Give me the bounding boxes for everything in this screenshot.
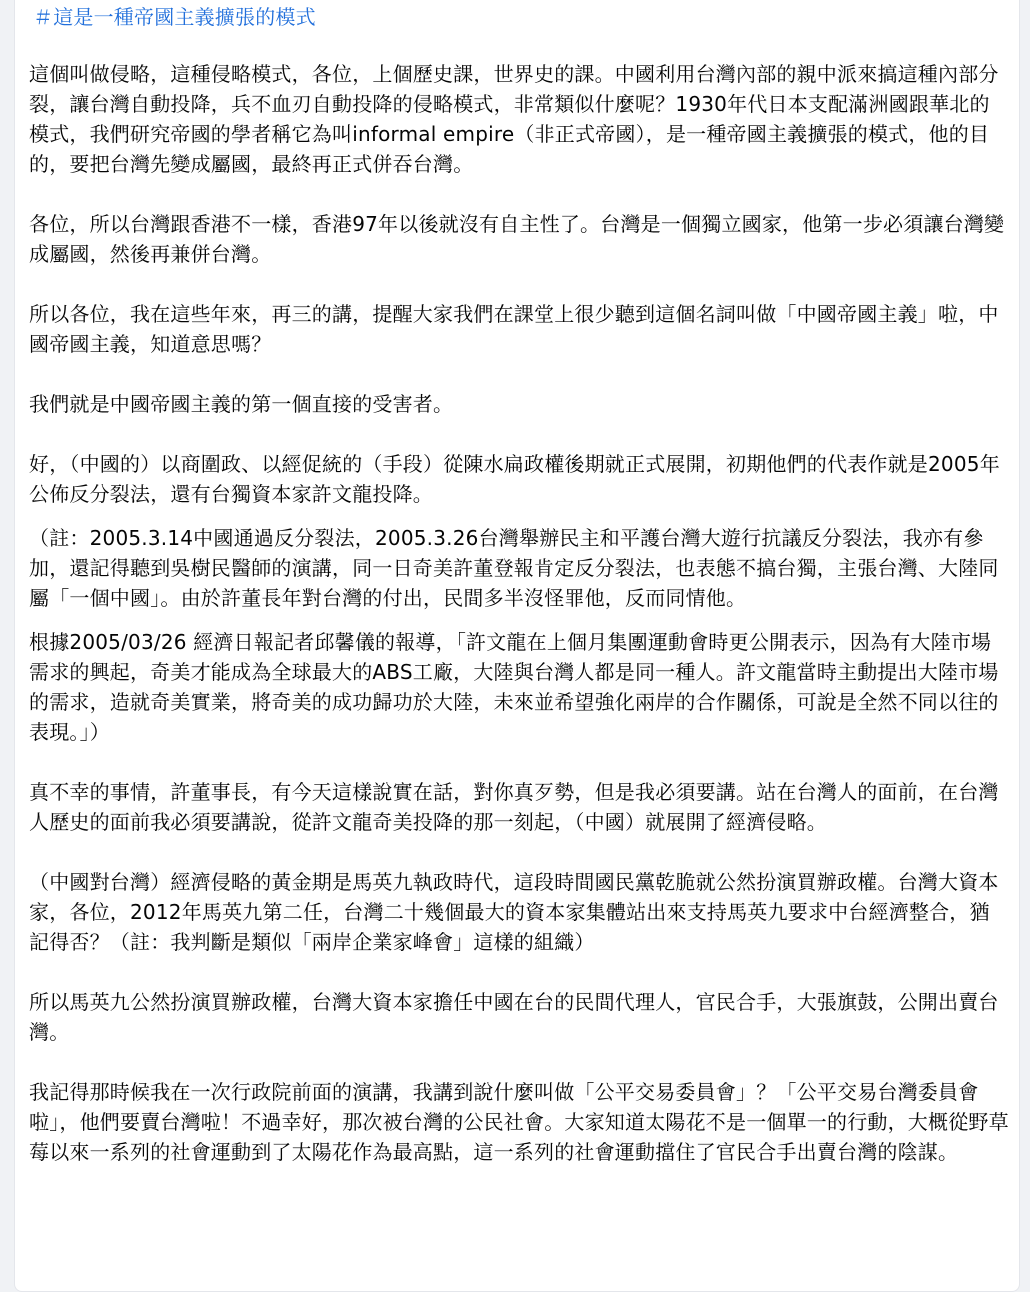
post-paragraph-8: 真不幸的事情，許董事長，有今天這樣說實在話，對你真歹勢，但是我必須要講。站在台灣人的面前，在台灣人歷史的面前我必須要講說，從許文龍奇美投降的那一刻起，（中國）就展開了經濟侵略。 xyxy=(29,780,999,834)
post-paragraph-3: 所以各位，我在這些年來，再三的講，提醒大家我們在課堂上很少聽到這個名詞叫做「中國帝國主義」啦，中國帝國主義，知道意思嗎？ xyxy=(29,302,999,356)
post-paragraph-1: 這個叫做侵略，這種侵略模式，各位，上個歷史課，世界史的課。中國利用台灣內部的親中派來搞這種內部分裂，讓台灣自動投降，兵不血刃自動投降的侵略模式，非常類似什麼呢？1930年代日本支配滿洲國跟華北的模式，我們研究帝國的學者稱它為叫informal empire（非正式帝國），是一種帝國主義擴張的模式，他的目的，要把台灣先變成屬國，最終再正式併吞台灣。 xyxy=(29,62,999,176)
post-paragraph-5: 好，（中國的）以商圍政、以經促統的（手段）從陳水扁政權後期就正式展開，初期他們的代表作就是2005年公佈反分裂法，還有台獨資本家許文龍投降。 xyxy=(29,452,1000,506)
post-body xyxy=(29,1,1009,1167)
post-paragraph-10: 所以馬英九公然扮演買辦政權，台灣大資本家擔任中國在台的民間代理人，官民合手，大張旗鼓，公開出賣台灣。 xyxy=(29,990,999,1044)
post-paragraph-4: 我們就是中國帝國主義的第一個直接的受害者。 xyxy=(29,392,454,416)
post-paragraph-11: 我記得那時候我在一次行政院前面的演講，我講到說什麼叫做「公平交易委員會」？「公平交易台灣委員會啦」，他們要賣台灣啦！不過幸好，那次被台灣的公民社會。大家知道太陽花不是一個單一的行動，大概從野草莓以來一系列的社會運動到了太陽花作為最高點，這一系列的社會運動擋住了官民合手出賣台灣的陰謀。 xyxy=(29,1080,1009,1164)
post-paragraph-2: 各位，所以台灣跟香港不一樣，香港97年以後就沒有自主性了。台灣是一個獨立國家，他第一步必須讓台灣變成屬國，然後再兼併台灣。 xyxy=(29,212,1005,266)
post-paragraph-6: （註：2005.3.14中國通過反分裂法，2005.3.26台灣舉辦民主和平護台灣大遊行抗議反分裂法，我亦有參加，還記得聽到吳樹民醫師的演講，同一日奇美許董登報肯定反分裂法，也表態不搞台獨，主張台灣、大陸同屬「一個中國」。由於許董長年對台灣的付出，民間多半沒怪罪他，反而同情他。 xyxy=(29,526,999,610)
post-paragraph-9: （中國對台灣）經濟侵略的黃金期是馬英九執政時代，這段時間國民黨乾脆就公然扮演買辦政權。台灣大資本家，各位，2012年馬英九第二任，台灣二十幾個最大的資本家集體站出來支持馬英九要求中台經濟整合，猶記得否？（註：我判斷是類似「兩岸企業家峰會」這樣的組織） xyxy=(29,870,999,954)
post-card xyxy=(14,0,1020,1292)
post-paragraph-7: 根據2005/03/26 經濟日報記者邱馨儀的報導，「許文龍在上個月集團運動會時更公開表示，因為有大陸市場需求的興起，奇美才能成為全球最大的ABS工廠，大陸與台灣人都是同一種人。許文龍當時主動提出大陸市場的需求，造就奇美實業，將奇美的成功歸功於大陸，未來並希望強化兩岸的合作關係，可說是全然不同以往的表現。」） xyxy=(29,630,999,744)
hashtag-link[interactable]: ＃這是一種帝國主義擴張的模式 xyxy=(33,5,316,29)
